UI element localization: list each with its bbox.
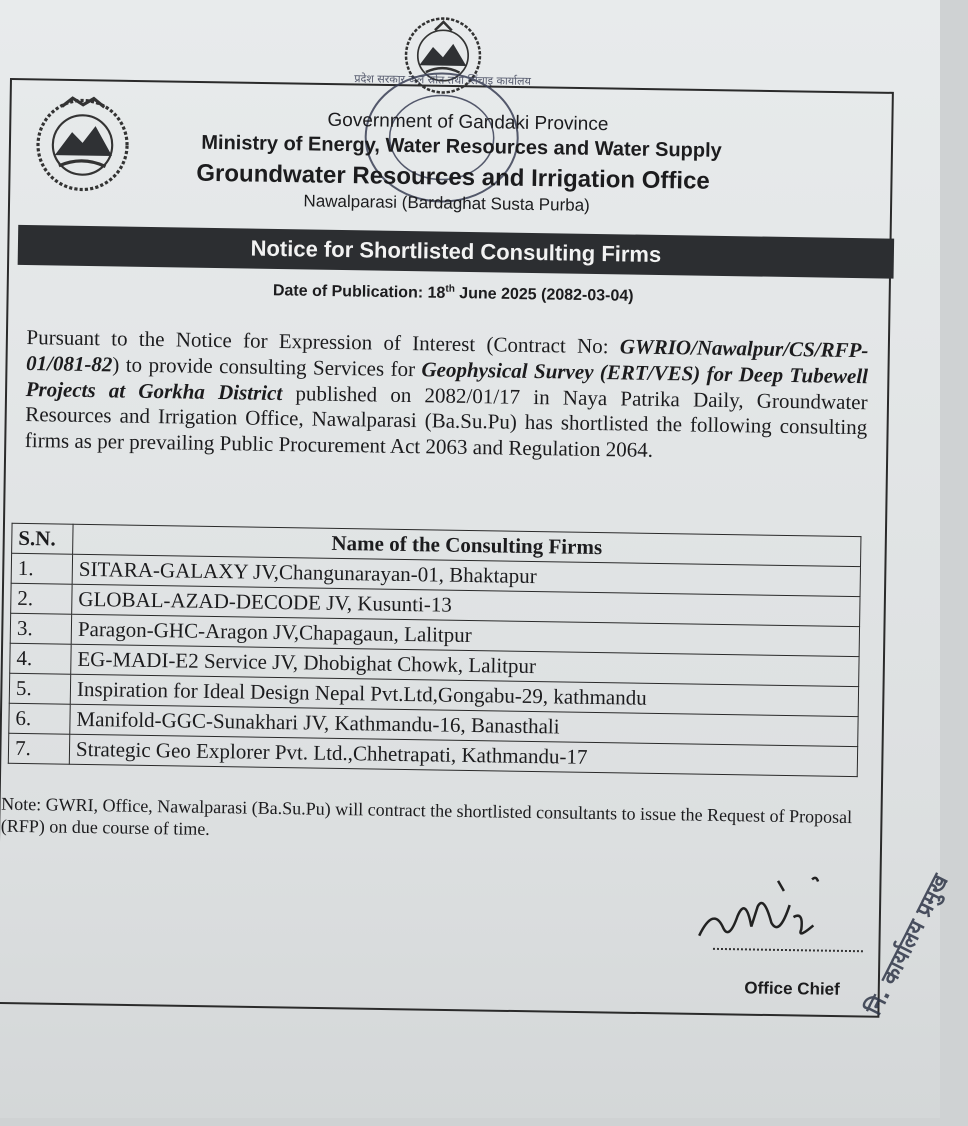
date-prefix: Date of Publication: 18: [272, 282, 446, 302]
contract-number: GWRIO/Nawalpur/CS/RFP-01/081-82: [25, 334, 869, 377]
row-sn: 1.: [11, 553, 72, 584]
signature-mark: [693, 866, 844, 958]
date-suffix: June 2025 (2082-03-04): [454, 285, 634, 305]
date-superscript: th: [445, 283, 455, 295]
column-header-sn: S.N.: [12, 523, 73, 554]
row-sn: 3.: [10, 613, 71, 644]
footnote: Note: GWRI, Office, Nawalparasi (Ba.Su.Pu) will contract the shortlisted consultants to issue the Request of Proposal (RFP) on due course of time.: [0, 793, 853, 839]
row-firm-name: Manifold-GGC-Sunakhari JV, Kathmandu-16, Banasthali: [70, 704, 858, 746]
ministry-name: Ministry of Energy, Water Resources and Water Supply: [201, 131, 722, 162]
seal-text: प्रदेश सरकार जल स्रोत तथा सिंचाइ कार्यालय: [354, 72, 531, 88]
publication-date: [3, 277, 903, 310]
shortlisted-firms-table: [8, 523, 862, 777]
row-sn: 6.: [9, 703, 70, 734]
project-name: Geophysical Survey (ERT/VES) for Deep Tubewell Projects at Gorkha District: [25, 357, 869, 405]
government-name: Government of Gandaki Province: [327, 109, 609, 136]
office-chief-label: Office Chief: [744, 978, 840, 999]
row-sn: 4.: [10, 643, 71, 674]
office-location: Nawalparasi (Bardaghat Susta Purba): [303, 191, 590, 215]
designation-stamp: नि. कार्यालय प्रमुख: [861, 870, 954, 1020]
body-part3: published on 2082/01/17 in Naya Patrika Daily, Groundwater Resources and Irrigation Office, Nawalparasi (Ba.Su.Pu) has shortlisted the following consulting firms as per prevailing Public Procurement Act 2063 and Regulation 2064.: [24, 380, 868, 463]
office-name: Groundwater Resources and Irrigation Office: [196, 159, 710, 195]
notice-body: [25, 325, 869, 467]
row-sn: 2.: [11, 583, 72, 614]
row-firm-name: Inspiration for Ideal Design Nepal Pvt.Ltd,Gongabu-29, kathmandu: [70, 674, 858, 716]
row-firm-name: EG-MADI-E2 Service JV, Dhobighat Chowk, Lalitpur: [71, 644, 859, 686]
row-firm-name: Strategic Geo Explorer Pvt. Ltd.,Chhetrapati, Kathmandu-17: [69, 734, 857, 776]
row-firm-name: SITARA-GALAXY JV,Changunarayan-01, Bhaktapur: [72, 554, 860, 596]
body-part1: Pursuant to the Notice for Expression of Interest (Contract No:: [26, 325, 621, 359]
row-sn: 5.: [9, 673, 70, 704]
notice-title: Notice for Shortlisted Consulting Firms: [18, 225, 895, 279]
column-header-name: Name of the Consulting Firms: [73, 524, 861, 566]
row-sn: 7.: [8, 733, 69, 764]
row-firm-name: GLOBAL-AZAD-DECODE JV, Kusunti-13: [72, 584, 860, 626]
body-part2: ) to provide consulting Services for: [112, 352, 422, 382]
row-firm-name: Paragon-GHC-Aragon JV,Chapagaun, Lalitpur: [71, 614, 859, 656]
